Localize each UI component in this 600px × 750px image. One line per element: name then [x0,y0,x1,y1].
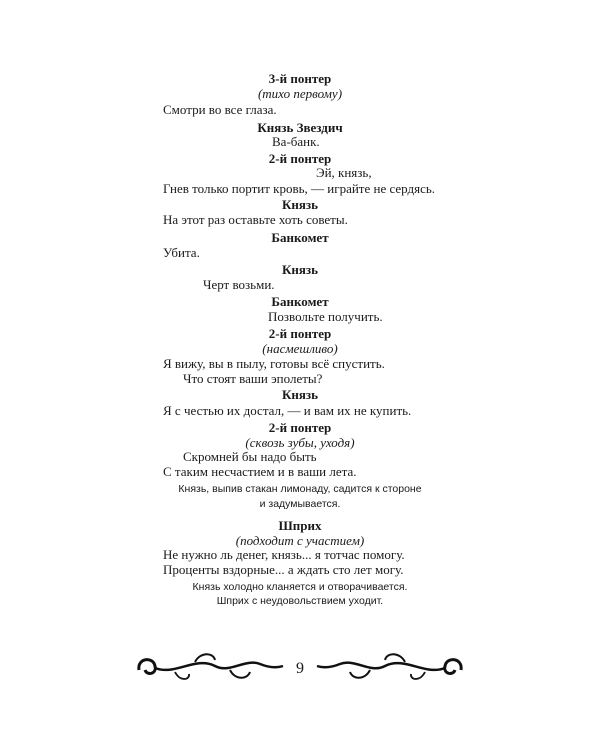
verse-line: Черт возьми. [203,277,275,292]
speaker: Банкомет [271,230,329,245]
speaker: 3-й понтер [268,71,332,86]
stage-direction: Шприх с неудовольствием уходит. [216,595,384,607]
speaker: Князь [281,262,319,277]
verse-line: Эй, князь, [316,165,372,180]
stage-direction: (подходит с участием) [235,533,365,548]
stage-direction: Князь холодно кланяется и отворачивается. [192,581,408,593]
speaker: 2-й понтер [268,326,332,341]
verse-line: Убита. [163,245,200,260]
speaker: 2-й понтер [268,420,332,435]
speaker: 2-й понтер [268,151,332,166]
speaker: Князь [281,387,319,402]
verse-line: Что стоят ваши эполеты? [183,371,323,386]
verse-line: Гнев только портит кровь, — играйте не сердясь. [163,181,436,196]
verse-line: Я с честью их достал, — и вам их не купить. [163,403,412,418]
verse-line: Позвольте получить. [268,309,383,324]
stage-direction: (сквозь зубы, уходя) [245,435,355,450]
verse-line: Смотри во все глаза. [163,102,277,117]
speaker: Банкомет [271,294,329,309]
verse-line: Не нужно ль денег, князь... я тотчас помогу. [163,547,405,562]
speaker: Князь [281,197,319,212]
stage-direction: (тихо первому) [257,86,343,101]
speaker: Шприх [278,518,322,533]
verse-line: На этот раз оставьте хоть советы. [163,212,348,227]
stage-direction: (насмешливо) [262,341,338,356]
verse-line: Я вижу, вы в пылу, готовы всё спустить. [163,356,385,371]
ornament-right-icon [315,648,465,688]
speaker: Князь Звездич [257,120,343,135]
verse-line: Ва-банк. [272,134,320,149]
stage-direction: и задумывается. [259,498,341,510]
verse-line: С таким несчастием и в ваши лета. [163,464,357,479]
verse-line: Скромней бы надо быть [183,449,317,464]
verse-line: Проценты вздорные... а ждать сто лет могу. [163,562,404,577]
page-number: 9 [296,660,304,677]
stage-direction: Князь, выпив стакан лимонаду, садится к стороне [178,483,422,495]
